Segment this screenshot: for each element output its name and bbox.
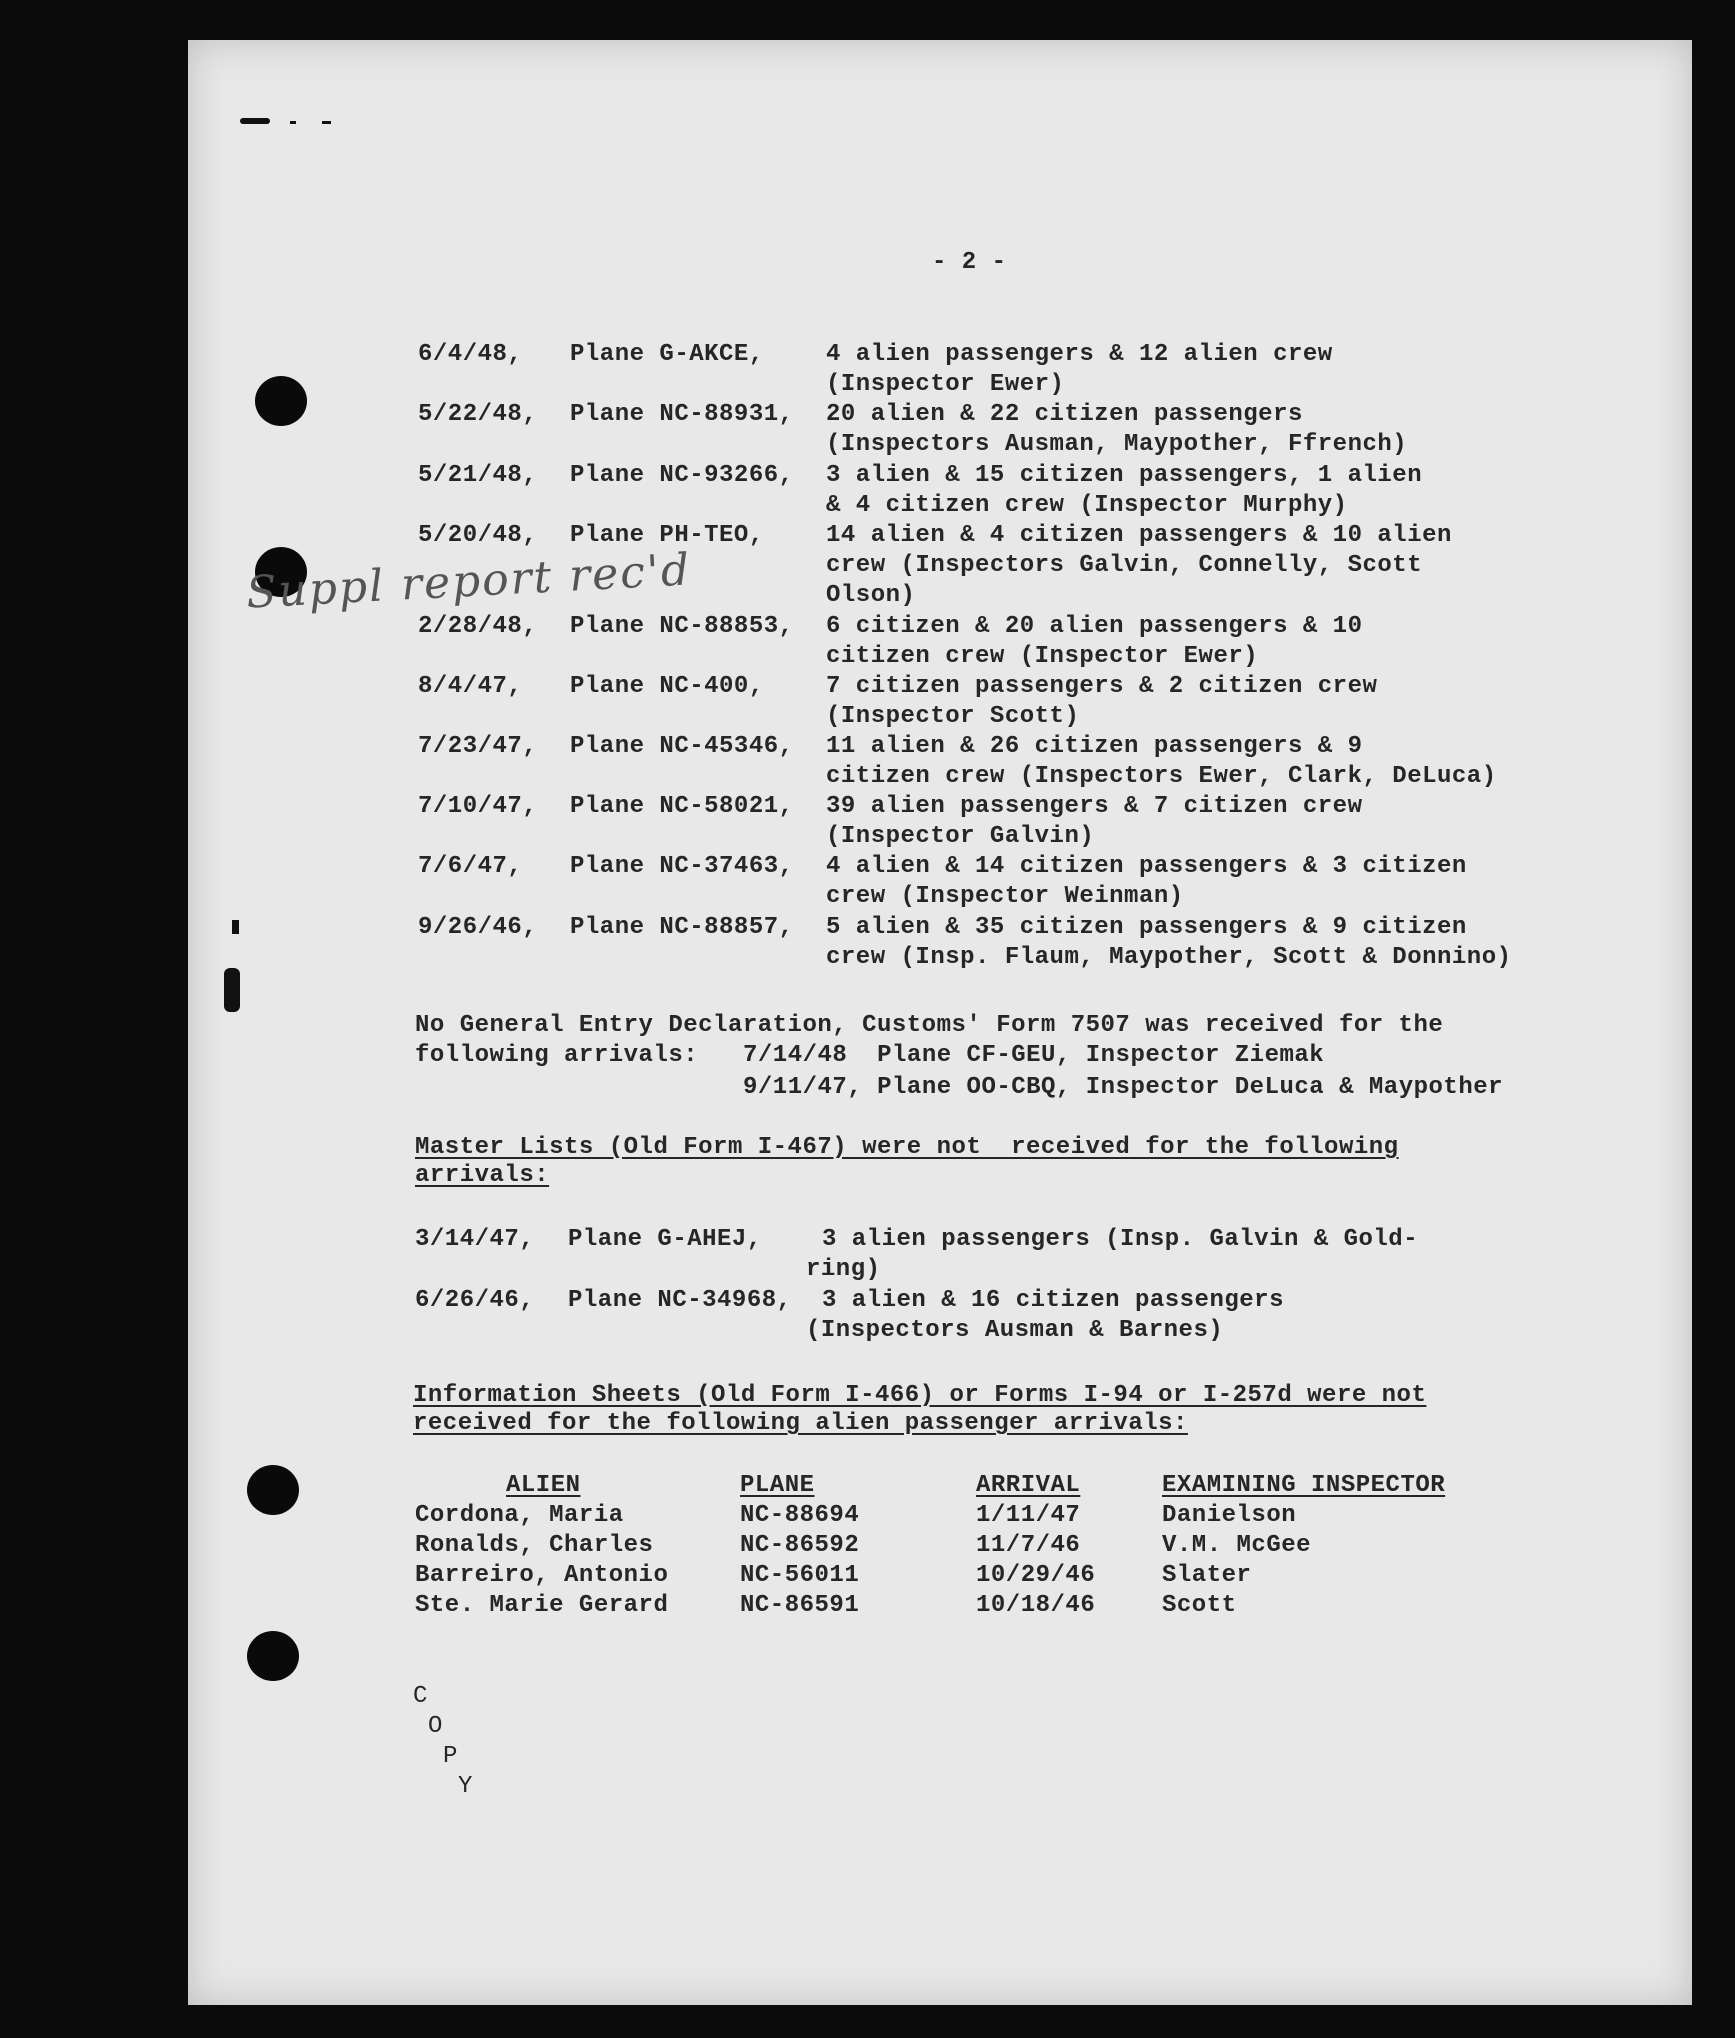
plane-cell: NC-86591 [740, 1592, 860, 1619]
handwritten-note: Suppl report rec'd [244, 544, 693, 619]
master-entry-plane: Plane NC-34968, [568, 1287, 792, 1314]
arrival-detail-line: 39 alien passengers & 7 citizen crew [826, 793, 1363, 820]
arrival-date: 7/23/47, [418, 733, 538, 760]
arrival-plane: Plane NC-400, [570, 673, 764, 700]
smudge-mark [322, 121, 331, 124]
arrival-plane: Plane NC-37463, [570, 853, 794, 880]
customs-form-paragraph-line1: No General Entry Declaration, Customs' Form 7507 was received for the [415, 1012, 1444, 1039]
arrival-date: 6/4/48, [418, 341, 523, 368]
smudge-mark [232, 920, 239, 934]
alien-name-cell: Cordona, Maria [415, 1502, 624, 1529]
copy-letter-c: C [413, 1683, 428, 1710]
arrival-plane: Plane PH-TEO, [570, 522, 764, 549]
alien-name-cell: Ste. Marie Gerard [415, 1592, 669, 1619]
master-lists-heading-line2: arrivals: [415, 1162, 550, 1189]
smudge-mark [224, 968, 240, 1012]
arrival-detail-line: citizen crew (Inspector Ewer) [826, 643, 1259, 670]
arrival-detail-line: 7 citizen passengers & 2 citizen crew [826, 673, 1378, 700]
arrival-detail-line: (Inspector Scott) [826, 703, 1080, 730]
arrival-detail-line: (Inspectors Ausman, Maypother, Ffrench) [826, 431, 1408, 458]
customs-form-paragraph-line2: following arrivals: [415, 1042, 699, 1069]
arrival-detail-line: 14 alien & 4 citizen passengers & 10 alien [826, 522, 1452, 549]
arrival-detail-line: 4 alien passengers & 12 alien crew [826, 341, 1333, 368]
smudge-mark [290, 121, 296, 124]
alien-name-cell: Ronalds, Charles [415, 1532, 654, 1559]
master-entry-detail-line: (Inspectors Ausman & Barnes) [806, 1317, 1224, 1344]
arrival-date: 9/26/46, [418, 914, 538, 941]
master-entry-date: 6/26/46, [415, 1287, 535, 1314]
arrival-date: 7/10/47, [418, 793, 538, 820]
arrival-date: 5/22/48, [418, 401, 538, 428]
column-header-arrival: ARRIVAL [976, 1472, 1081, 1499]
plane-cell: NC-86592 [740, 1532, 860, 1559]
arrival-date-cell: 10/29/46 [976, 1562, 1096, 1589]
arrival-detail-line: (Inspector Ewer) [826, 371, 1065, 398]
customs-arrival-2: 9/11/47, Plane OO-CBQ, Inspector DeLuca & Maypother [743, 1074, 1504, 1101]
page-number: - 2 - [932, 249, 1007, 276]
arrival-detail-line: crew (Inspectors Galvin, Connelly, Scott [826, 552, 1423, 579]
plane-cell: NC-88694 [740, 1502, 860, 1529]
punch-hole-1 [255, 376, 307, 426]
alien-name-cell: Barreiro, Antonio [415, 1562, 669, 1589]
arrival-plane: Plane NC-45346, [570, 733, 794, 760]
arrival-detail-line: 5 alien & 35 citizen passengers & 9 citizen [826, 914, 1467, 941]
arrival-plane: Plane NC-88853, [570, 613, 794, 640]
arrival-detail-line: crew (Insp. Flaum, Maypother, Scott & Donnino) [826, 944, 1512, 971]
arrival-detail-line: 4 alien & 14 citizen passengers & 3 citizen [826, 853, 1467, 880]
customs-arrival-1: 7/14/48 Plane CF-GEU, Inspector Ziemak [743, 1042, 1325, 1069]
inspector-cell: Slater [1162, 1562, 1252, 1589]
copy-letter-y: Y [458, 1773, 473, 1800]
arrival-plane: Plane NC-93266, [570, 462, 794, 489]
arrival-detail-line: Olson) [826, 582, 916, 609]
info-sheets-heading-line1: Information Sheets (Old Form I-466) or Forms I-94 or I-257d were not [413, 1382, 1427, 1409]
info-sheets-heading-line2: received for the following alien passenger arrivals: [413, 1410, 1188, 1437]
arrival-detail-line: citizen crew (Inspectors Ewer, Clark, DeLuca) [826, 763, 1497, 790]
master-lists-heading-line1: Master Lists (Old Form I-467) were not received for the following [415, 1134, 1399, 1161]
column-header-examining-inspector: EXAMINING INSPECTOR [1162, 1472, 1446, 1499]
arrival-date: 5/21/48, [418, 462, 538, 489]
master-entry-plane: Plane G-AHEJ, [568, 1226, 762, 1253]
arrival-date: 7/6/47, [418, 853, 523, 880]
arrival-date-cell: 1/11/47 [976, 1502, 1081, 1529]
plane-cell: NC-56011 [740, 1562, 860, 1589]
arrival-detail-line: & 4 citizen crew (Inspector Murphy) [826, 492, 1348, 519]
arrival-detail-line: crew (Inspector Weinman) [826, 883, 1184, 910]
inspector-cell: Danielson [1162, 1502, 1297, 1529]
arrival-date: 8/4/47, [418, 673, 523, 700]
inspector-cell: Scott [1162, 1592, 1237, 1619]
master-entry-date: 3/14/47, [415, 1226, 535, 1253]
arrival-date-cell: 10/18/46 [976, 1592, 1096, 1619]
arrival-plane: Plane G-AKCE, [570, 341, 764, 368]
smudge-mark [240, 118, 270, 124]
arrival-date: 2/28/48, [418, 613, 538, 640]
arrival-detail-line: 3 alien & 15 citizen passengers, 1 alien [826, 462, 1423, 489]
master-entry-detail-line: ring) [806, 1256, 881, 1283]
arrival-date-cell: 11/7/46 [976, 1532, 1081, 1559]
punch-hole-4 [247, 1631, 299, 1681]
column-header-alien: ALIEN [506, 1472, 581, 1499]
copy-letter-o: O [428, 1713, 443, 1740]
column-header-plane: PLANE [740, 1472, 815, 1499]
arrival-detail-line: 11 alien & 26 citizen passengers & 9 [826, 733, 1363, 760]
copy-letter-p: P [443, 1743, 458, 1770]
inspector-cell: V.M. McGee [1162, 1532, 1312, 1559]
master-entry-detail-line: 3 alien passengers (Insp. Galvin & Gold- [822, 1226, 1419, 1253]
arrival-plane: Plane NC-88931, [570, 401, 794, 428]
master-entry-detail-line: 3 alien & 16 citizen passengers [822, 1287, 1284, 1314]
arrival-date: 5/20/48, [418, 522, 538, 549]
punch-hole-3 [247, 1465, 299, 1515]
arrival-plane: Plane NC-88857, [570, 914, 794, 941]
arrival-detail-line: 6 citizen & 20 alien passengers & 10 [826, 613, 1363, 640]
arrival-plane: Plane NC-58021, [570, 793, 794, 820]
arrival-detail-line: 20 alien & 22 citizen passengers [826, 401, 1303, 428]
arrival-detail-line: (Inspector Galvin) [826, 823, 1095, 850]
